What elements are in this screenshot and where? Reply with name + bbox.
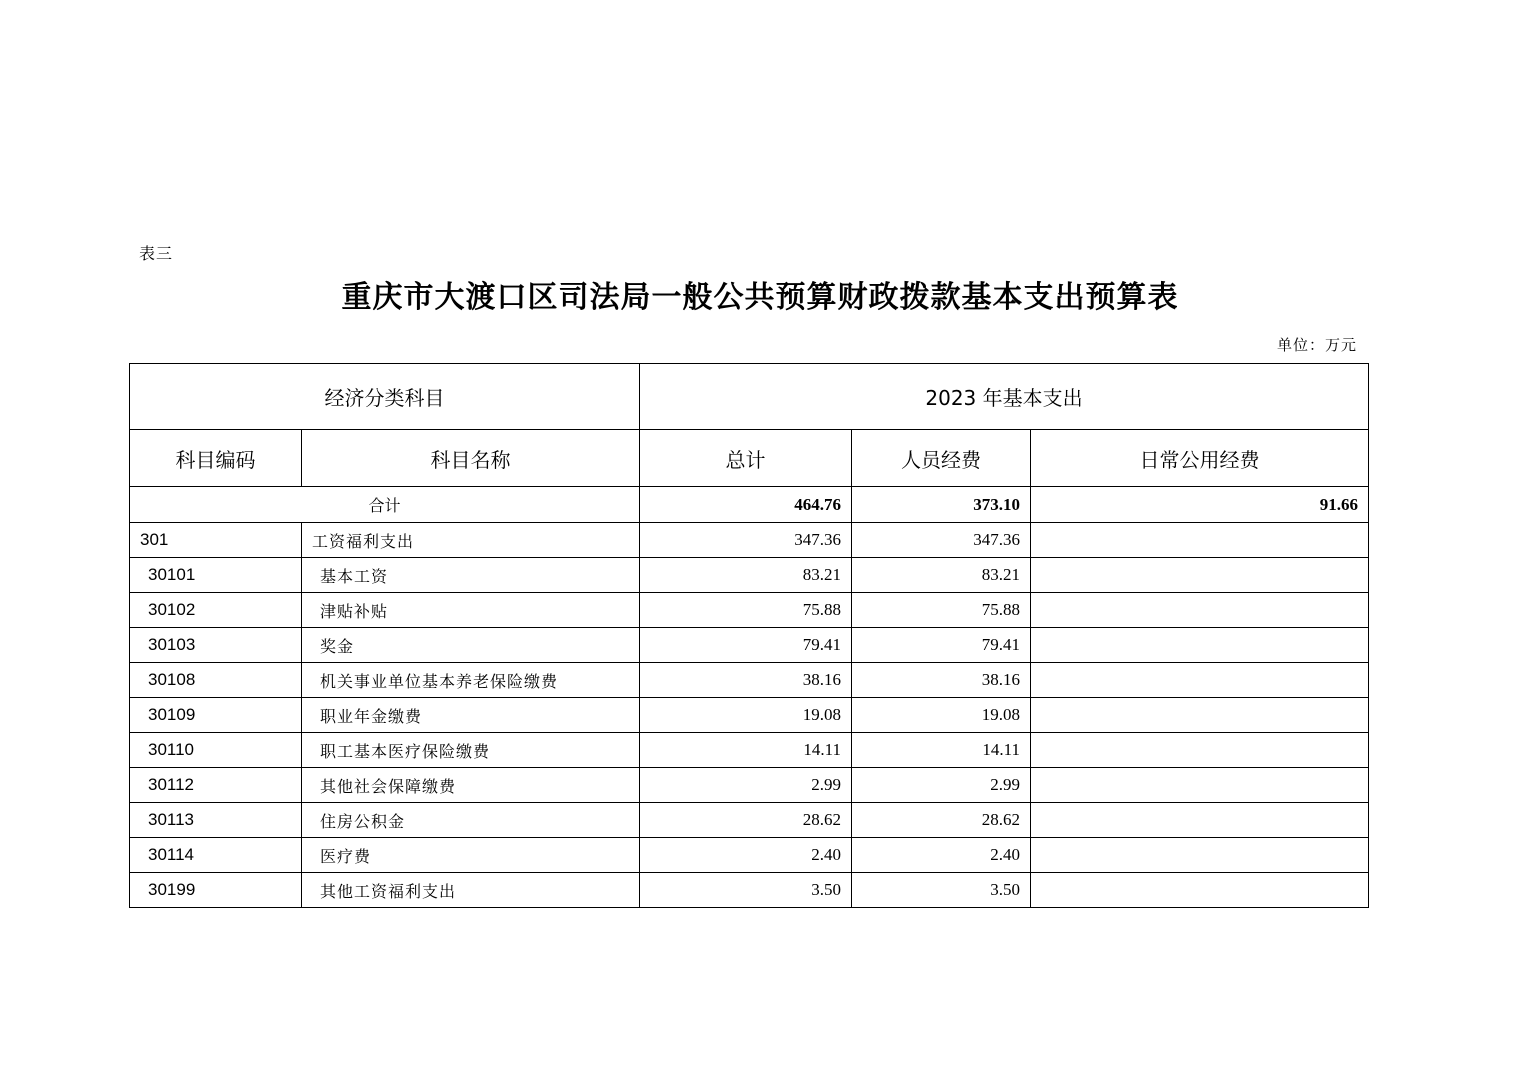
row-code: 30113 <box>130 803 302 838</box>
row-name: 其他社会保障缴费 <box>302 768 640 803</box>
row-name: 机关事业单位基本养老保险缴费 <box>302 663 640 698</box>
header-name: 科目名称 <box>302 430 640 487</box>
row-daily <box>1031 733 1369 768</box>
row-personnel: 19.08 <box>852 698 1031 733</box>
row-personnel: 28.62 <box>852 803 1031 838</box>
row-code: 30102 <box>130 593 302 628</box>
page-title: 重庆市大渡口区司法局一般公共预算财政拨款基本支出预算表 <box>341 280 1179 315</box>
budget-table <box>129 363 1369 908</box>
row-code: 30110 <box>130 733 302 768</box>
row-daily <box>1031 873 1369 908</box>
row-name: 基本工资 <box>302 558 640 593</box>
unit-label: 单位：万元 <box>1276 336 1357 354</box>
header-row-2 <box>130 430 1369 487</box>
header-personnel: 人员经费 <box>852 430 1031 487</box>
row-personnel: 347.36 <box>852 523 1031 558</box>
table-row <box>130 873 1369 908</box>
row-name: 住房公积金 <box>302 803 640 838</box>
row-total: 75.88 <box>640 593 852 628</box>
row-total: 2.40 <box>640 838 852 873</box>
row-personnel: 3.50 <box>852 873 1031 908</box>
row-total: 83.21 <box>640 558 852 593</box>
row-code: 30108 <box>130 663 302 698</box>
row-total: 28.62 <box>640 803 852 838</box>
table-row <box>130 628 1369 663</box>
row-daily <box>1031 663 1369 698</box>
row-total: 3.50 <box>640 873 852 908</box>
header-total: 总计 <box>640 430 852 487</box>
row-daily <box>1031 838 1369 873</box>
total-daily: 91.66 <box>1031 487 1369 523</box>
table-row <box>130 698 1369 733</box>
row-code: 30103 <box>130 628 302 663</box>
row-name: 职业年金缴费 <box>302 698 640 733</box>
row-total: 347.36 <box>640 523 852 558</box>
total-row <box>130 487 1369 523</box>
row-personnel: 2.40 <box>852 838 1031 873</box>
table-row <box>130 733 1369 768</box>
row-personnel: 83.21 <box>852 558 1031 593</box>
row-daily <box>1031 768 1369 803</box>
total-total: 464.76 <box>640 487 852 523</box>
table-row <box>130 768 1369 803</box>
header-year-expenditure: 2023 年基本支出 <box>640 364 1369 430</box>
row-name: 其他工资福利支出 <box>302 873 640 908</box>
header-daily: 日常公用经费 <box>1031 430 1369 487</box>
header-row-1 <box>130 364 1369 430</box>
row-personnel: 2.99 <box>852 768 1031 803</box>
row-code: 30114 <box>130 838 302 873</box>
row-name: 奖金 <box>302 628 640 663</box>
total-label: 合计 <box>130 487 640 523</box>
total-personnel: 373.10 <box>852 487 1031 523</box>
table-row <box>130 803 1369 838</box>
row-daily <box>1031 593 1369 628</box>
row-personnel: 14.11 <box>852 733 1031 768</box>
row-code: 30112 <box>130 768 302 803</box>
row-personnel: 38.16 <box>852 663 1031 698</box>
row-daily <box>1031 628 1369 663</box>
row-code: 30199 <box>130 873 302 908</box>
row-daily <box>1031 803 1369 838</box>
row-code: 301 <box>130 523 302 558</box>
row-name: 津贴补贴 <box>302 593 640 628</box>
row-total: 2.99 <box>640 768 852 803</box>
row-total: 79.41 <box>640 628 852 663</box>
table-row <box>130 663 1369 698</box>
table-label: 表三 <box>139 244 174 263</box>
header-code: 科目编码 <box>130 430 302 487</box>
row-daily <box>1031 558 1369 593</box>
row-code: 30109 <box>130 698 302 733</box>
row-name: 职工基本医疗保险缴费 <box>302 733 640 768</box>
row-total: 38.16 <box>640 663 852 698</box>
row-total: 14.11 <box>640 733 852 768</box>
row-daily <box>1031 698 1369 733</box>
row-code: 30101 <box>130 558 302 593</box>
row-name: 医疗费 <box>302 838 640 873</box>
header-classification: 经济分类科目 <box>130 364 640 430</box>
table-row <box>130 523 1369 558</box>
table-row <box>130 558 1369 593</box>
row-name: 工资福利支出 <box>302 523 640 558</box>
table-row <box>130 593 1369 628</box>
row-daily <box>1031 523 1369 558</box>
table-row <box>130 838 1369 873</box>
row-total: 19.08 <box>640 698 852 733</box>
row-personnel: 75.88 <box>852 593 1031 628</box>
row-personnel: 79.41 <box>852 628 1031 663</box>
